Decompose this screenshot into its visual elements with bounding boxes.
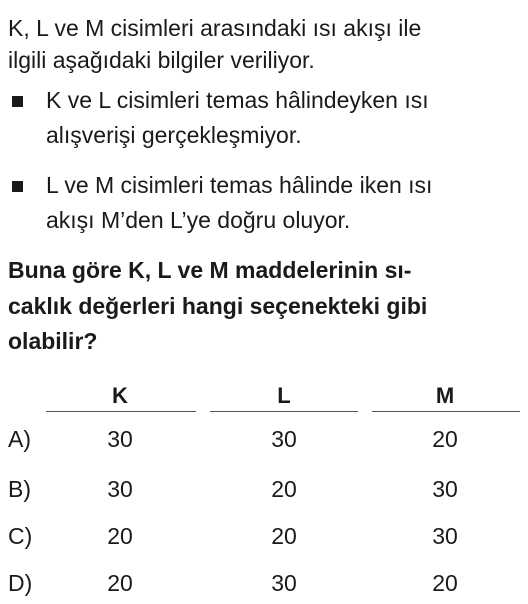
column-header-k: K: [112, 383, 128, 408]
option-value-k: 20: [107, 523, 133, 549]
option-letter: A): [8, 426, 31, 452]
header-rule-k: [46, 411, 196, 412]
option-value-m: 20: [432, 426, 458, 452]
bullet-2-line-2: akışı M’den L’ye doğru oluyor.: [46, 207, 351, 233]
header-rule-m: [372, 411, 520, 412]
square-bullet-icon: [12, 96, 23, 107]
option-value-k: 30: [107, 476, 133, 502]
option-value-m: 30: [432, 523, 458, 549]
option-value-l: 20: [271, 523, 297, 549]
option-value-l: 30: [271, 426, 297, 452]
option-value-m: 30: [432, 476, 458, 502]
option-letter: C): [8, 523, 33, 549]
option-value-l: 20: [271, 476, 297, 502]
option-value-m: 20: [432, 570, 458, 596]
option-letter: B): [8, 476, 31, 502]
intro-line-2: ilgili aşağıdaki bilgiler veriliyor.: [8, 47, 315, 73]
header-rule-l: [210, 411, 358, 412]
bullet-2-line-1: L ve M cisimleri temas hâlinde iken ısı: [46, 172, 433, 198]
bullet-1-line-2: alışverişi gerçekleşmiyor.: [46, 122, 302, 148]
option-value-k: 20: [107, 570, 133, 596]
column-header-l: L: [277, 383, 291, 408]
question-line-3: olabilir?: [8, 328, 98, 354]
option-value-l: 30: [271, 570, 297, 596]
intro-line-1: K, L ve M cisimleri arasındaki ısı akışı ile: [8, 15, 422, 41]
question-line-2: caklık değerleri hangi seçenekteki gibi: [8, 293, 428, 319]
bullet-1-line-1: K ve L cisimleri temas hâlindeyken ısı: [46, 87, 429, 113]
column-header-m: M: [435, 383, 455, 408]
option-letter: D): [8, 570, 33, 596]
option-value-k: 30: [107, 426, 133, 452]
square-bullet-icon: [12, 181, 23, 192]
question-line-1: Buna göre K, L ve M maddelerinin sı-: [8, 257, 412, 283]
